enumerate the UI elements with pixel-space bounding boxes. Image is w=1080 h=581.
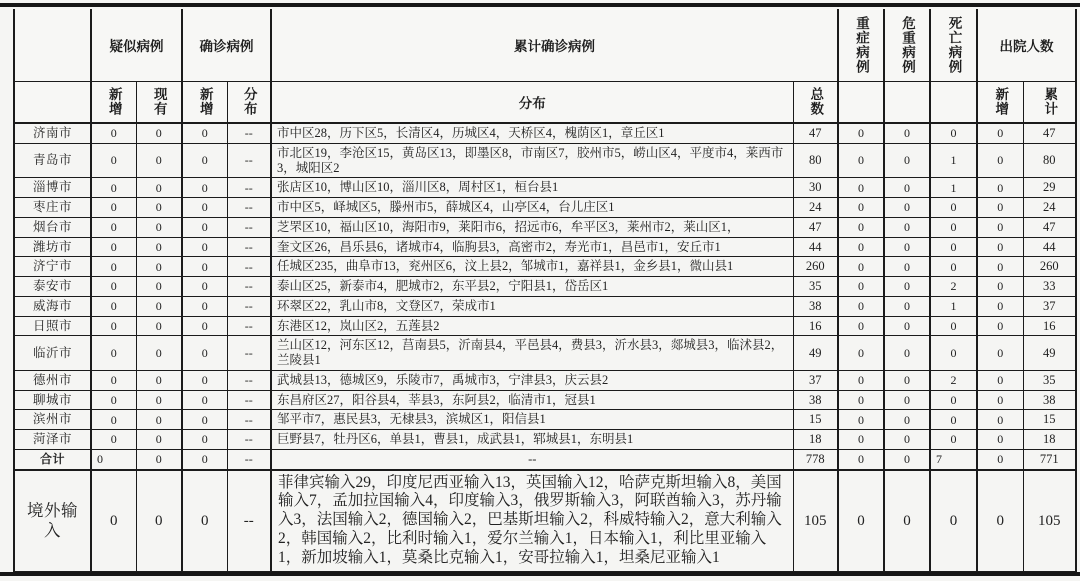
cell-confirmed_new: 0 bbox=[182, 316, 227, 336]
cell-city: 泰安市 bbox=[14, 277, 91, 297]
cell-suspected_existing: 0 bbox=[136, 178, 182, 198]
cell-critical: 0 bbox=[884, 316, 930, 336]
cell-suspected_existing: 0 bbox=[136, 237, 182, 257]
cell-severe: 0 bbox=[838, 123, 884, 143]
cell-severe: 0 bbox=[838, 470, 884, 572]
cell-discharged_cum: 105 bbox=[1023, 470, 1076, 572]
cell-severe: 0 bbox=[838, 143, 884, 178]
subheader-cumulative-distribution: 分布 bbox=[271, 81, 793, 123]
cell-city: 日照市 bbox=[14, 316, 91, 336]
cell-severe: 0 bbox=[838, 296, 884, 316]
cell-death: 7 bbox=[930, 449, 977, 469]
cell-confirmed_dist: -- bbox=[227, 449, 271, 469]
cell-confirmed_dist: -- bbox=[227, 336, 271, 371]
cell-death: 0 bbox=[930, 198, 977, 218]
header-critical-cases: 危重病例 bbox=[884, 9, 930, 81]
cell-discharged_new: 0 bbox=[977, 449, 1023, 469]
cell-cumulative_dist: 环翠区22，乳山市8，文登区7，荣成市1 bbox=[271, 296, 793, 316]
cell-discharged_cum: 24 bbox=[1023, 198, 1076, 218]
cell-discharged_new: 0 bbox=[977, 390, 1023, 410]
cell-discharged_new: 0 bbox=[977, 430, 1023, 450]
cell-suspected_new: 0 bbox=[91, 370, 136, 390]
header-severe-cases: 重症病例 bbox=[838, 9, 884, 81]
cell-cumulative_dist: 菲律宾输入29，印度尼西亚输入13，英国输入12，哈萨克斯坦输入8，美国输入7，孟加拉国输入4，印度输入3，俄罗斯输入3，阿联酋输入3，苏丹输入3，法国输入2，德国输入2，巴基斯坦输入2，科威特输入2，意大利输入2，韩国输入2，比利时输入1，爱尔兰输入1，日本输入1，利比里亚输入1，新加坡输入1，莫桑比克输入1，安哥拉输入1，坦桑尼亚输入1 bbox=[271, 470, 793, 572]
subheader-total: 总数 bbox=[793, 81, 838, 123]
cell-discharged_cum: 260 bbox=[1023, 257, 1076, 277]
cell-discharged_cum: 16 bbox=[1023, 316, 1076, 336]
cell-discharged_new: 0 bbox=[977, 336, 1023, 371]
cell-cumulative_dist: 张店区10，博山区10，淄川区8，周村区1，桓台县1 bbox=[271, 178, 793, 198]
subheader-severe-empty bbox=[838, 81, 884, 123]
cell-cumulative_dist: 市中区5，峄城区5，滕州市5，薛城区4，山亭区4，台儿庄区1 bbox=[271, 198, 793, 218]
cell-cumulative_dist: 芝罘区10，福山区10，海阳市9，莱阳市6，招远市6，牟平区3，莱州市2，莱山区1， bbox=[271, 217, 793, 237]
cell-discharged_cum: 47 bbox=[1023, 217, 1076, 237]
cell-severe: 0 bbox=[838, 316, 884, 336]
cell-confirmed_dist: -- bbox=[227, 316, 271, 336]
cell-severe: 0 bbox=[838, 217, 884, 237]
cell-discharged_new: 0 bbox=[977, 316, 1023, 336]
cell-confirmed_dist: -- bbox=[227, 123, 271, 143]
cell-suspected_new: 0 bbox=[91, 390, 136, 410]
cell-death: 1 bbox=[930, 296, 977, 316]
cell-death: 0 bbox=[930, 237, 977, 257]
table-row bbox=[14, 470, 1076, 572]
cell-critical: 0 bbox=[884, 198, 930, 218]
cell-total: 24 bbox=[793, 198, 838, 218]
top-border-bar bbox=[0, 3, 1080, 7]
cell-total: 44 bbox=[793, 237, 838, 257]
cell-suspected_new: 0 bbox=[91, 470, 136, 572]
subheader-discharged-cumulative: 累计 bbox=[1023, 81, 1076, 123]
cell-confirmed_new: 0 bbox=[182, 143, 227, 178]
cell-suspected_existing: 0 bbox=[136, 449, 182, 469]
cell-discharged_cum: 80 bbox=[1023, 143, 1076, 178]
cell-confirmed_dist: -- bbox=[227, 217, 271, 237]
cell-confirmed_new: 0 bbox=[182, 336, 227, 371]
cell-total: 80 bbox=[793, 143, 838, 178]
cell-suspected_new: 0 bbox=[91, 277, 136, 297]
cell-critical: 0 bbox=[884, 217, 930, 237]
cell-suspected_new: 0 bbox=[91, 217, 136, 237]
cell-suspected_new: 0 bbox=[91, 237, 136, 257]
cell-death: 0 bbox=[930, 257, 977, 277]
cell-death: 0 bbox=[930, 390, 977, 410]
cell-critical: 0 bbox=[884, 237, 930, 257]
corner-cell-lower bbox=[14, 81, 91, 123]
cell-discharged_new: 0 bbox=[977, 370, 1023, 390]
cell-severe: 0 bbox=[838, 178, 884, 198]
cell-suspected_new: 0 bbox=[91, 296, 136, 316]
cell-city: 潍坊市 bbox=[14, 237, 91, 257]
cell-discharged_new: 0 bbox=[977, 257, 1023, 277]
cell-suspected_existing: 0 bbox=[136, 410, 182, 430]
subheader-suspected-new: 新增 bbox=[91, 81, 136, 123]
cell-critical: 0 bbox=[884, 410, 930, 430]
cell-suspected_existing: 0 bbox=[136, 123, 182, 143]
cell-total: 35 bbox=[793, 277, 838, 297]
cell-suspected_existing: 0 bbox=[136, 470, 182, 572]
cell-critical: 0 bbox=[884, 430, 930, 450]
cell-discharged_cum: 38 bbox=[1023, 390, 1076, 410]
cell-critical: 0 bbox=[884, 336, 930, 371]
cell-severe: 0 bbox=[838, 237, 884, 257]
cell-discharged_new: 0 bbox=[977, 470, 1023, 572]
cell-city: 济南市 bbox=[14, 123, 91, 143]
cell-discharged_new: 0 bbox=[977, 217, 1023, 237]
cell-severe: 0 bbox=[838, 449, 884, 469]
cell-confirmed_dist: -- bbox=[227, 296, 271, 316]
table-body bbox=[14, 123, 1076, 572]
cell-confirmed_dist: -- bbox=[227, 277, 271, 297]
cell-confirmed_new: 0 bbox=[182, 296, 227, 316]
table-row bbox=[14, 449, 1076, 469]
cell-confirmed_dist: -- bbox=[227, 237, 271, 257]
cell-suspected_existing: 0 bbox=[136, 217, 182, 237]
cell-confirmed_dist: -- bbox=[227, 370, 271, 390]
cell-critical: 0 bbox=[884, 370, 930, 390]
header-cumulative-confirmed-cases: 累计确诊病例 bbox=[271, 9, 838, 81]
cell-discharged_cum: 29 bbox=[1023, 178, 1076, 198]
header-death-cases: 死亡病例 bbox=[930, 9, 977, 81]
cell-total: 778 bbox=[793, 449, 838, 469]
cell-discharged_new: 0 bbox=[977, 296, 1023, 316]
cell-cumulative_dist: 奎文区26，昌乐县6，诸城市4，临朐县3，高密市2，寿光市1，昌邑市1，安丘市1 bbox=[271, 237, 793, 257]
cell-death: 0 bbox=[930, 123, 977, 143]
cell-confirmed_new: 0 bbox=[182, 430, 227, 450]
cell-critical: 0 bbox=[884, 143, 930, 178]
cell-critical: 0 bbox=[884, 296, 930, 316]
cell-severe: 0 bbox=[838, 410, 884, 430]
cell-critical: 0 bbox=[884, 123, 930, 143]
cell-death: 2 bbox=[930, 277, 977, 297]
cell-severe: 0 bbox=[838, 198, 884, 218]
cell-total: 15 bbox=[793, 410, 838, 430]
cell-death: 1 bbox=[930, 178, 977, 198]
cell-discharged_new: 0 bbox=[977, 123, 1023, 143]
cell-severe: 0 bbox=[838, 370, 884, 390]
cell-severe: 0 bbox=[838, 257, 884, 277]
corner-cell bbox=[14, 9, 91, 81]
cell-cumulative_dist: 市中区28，历下区5，长清区4，历城区4，天桥区4，槐荫区1，章丘区1 bbox=[271, 123, 793, 143]
cell-confirmed_new: 0 bbox=[182, 390, 227, 410]
cell-suspected_existing: 0 bbox=[136, 370, 182, 390]
cell-critical: 0 bbox=[884, 449, 930, 469]
cell-city: 枣庄市 bbox=[14, 198, 91, 218]
cell-cumulative_dist: 巨野县7，牡丹区6，单县1，曹县1，成武县1，郓城县1，东明县1 bbox=[271, 430, 793, 450]
cell-suspected_existing: 0 bbox=[136, 257, 182, 277]
cell-confirmed_new: 0 bbox=[182, 123, 227, 143]
cell-cumulative_dist: 泰山区25，新泰市4，肥城市2，东平县2，宁阳县1，岱岳区1 bbox=[271, 277, 793, 297]
cell-death: 2 bbox=[930, 370, 977, 390]
cell-total: 105 bbox=[793, 470, 838, 572]
cell-discharged_cum: 47 bbox=[1023, 123, 1076, 143]
cell-confirmed_new: 0 bbox=[182, 410, 227, 430]
cell-discharged_new: 0 bbox=[977, 277, 1023, 297]
cell-total: 38 bbox=[793, 296, 838, 316]
cell-discharged_new: 0 bbox=[977, 237, 1023, 257]
cell-suspected_new: 0 bbox=[91, 143, 136, 178]
cell-confirmed_new: 0 bbox=[182, 449, 227, 469]
cell-total: 47 bbox=[793, 123, 838, 143]
cell-suspected_existing: 0 bbox=[136, 430, 182, 450]
cell-discharged_cum: 33 bbox=[1023, 277, 1076, 297]
cell-confirmed_dist: -- bbox=[227, 198, 271, 218]
cell-confirmed_new: 0 bbox=[182, 217, 227, 237]
table-row bbox=[14, 277, 1076, 297]
cell-suspected_existing: 0 bbox=[136, 277, 182, 297]
cell-confirmed_dist: -- bbox=[227, 470, 271, 572]
cell-discharged_cum: 771 bbox=[1023, 449, 1076, 469]
cell-confirmed_new: 0 bbox=[182, 257, 227, 277]
cell-confirmed_dist: -- bbox=[227, 390, 271, 410]
cell-confirmed_new: 0 bbox=[182, 237, 227, 257]
cell-death: 0 bbox=[930, 430, 977, 450]
header-suspected-cases: 疑似病例 bbox=[91, 9, 182, 81]
cell-discharged_new: 0 bbox=[977, 410, 1023, 430]
epidemic-statistics-table bbox=[13, 9, 1077, 572]
cell-cumulative_dist: 任城区235，曲阜市13，兖州区6，汶上县2，邹城市1，嘉祥县1，金乡县1，微山县1 bbox=[271, 257, 793, 277]
cell-critical: 0 bbox=[884, 277, 930, 297]
cell-city: 济宁市 bbox=[14, 257, 91, 277]
cell-severe: 0 bbox=[838, 430, 884, 450]
table-row bbox=[14, 143, 1076, 178]
cell-suspected_new: 0 bbox=[91, 449, 136, 469]
table-row bbox=[14, 217, 1076, 237]
cell-city: 青岛市 bbox=[14, 143, 91, 178]
cell-discharged_cum: 37 bbox=[1023, 296, 1076, 316]
cell-confirmed_new: 0 bbox=[182, 198, 227, 218]
table-row bbox=[14, 390, 1076, 410]
subheader-discharged-new: 新增 bbox=[977, 81, 1023, 123]
cell-city: 威海市 bbox=[14, 296, 91, 316]
cell-cumulative_dist: 兰山区12，河东区12，莒南县5，沂南县4，平邑县4，费县3，沂水县3，郯城县3，临沭县2，兰陵县1 bbox=[271, 336, 793, 371]
bottom-border-bar bbox=[0, 572, 1080, 576]
cell-cumulative_dist: 东昌府区27，阳谷县4，莘县3，东阿县2，临清市1，冠县1 bbox=[271, 390, 793, 410]
table-row bbox=[14, 198, 1076, 218]
cell-discharged_new: 0 bbox=[977, 198, 1023, 218]
table-header bbox=[14, 9, 1076, 123]
cell-confirmed_dist: -- bbox=[227, 257, 271, 277]
cell-city: 德州市 bbox=[14, 370, 91, 390]
cell-death: 0 bbox=[930, 410, 977, 430]
cell-city: 滨州市 bbox=[14, 410, 91, 430]
table-row bbox=[14, 370, 1076, 390]
cell-suspected_new: 0 bbox=[91, 123, 136, 143]
cell-confirmed_new: 0 bbox=[182, 277, 227, 297]
cell-critical: 0 bbox=[884, 257, 930, 277]
cell-death: 0 bbox=[930, 470, 977, 572]
cell-confirmed_dist: -- bbox=[227, 143, 271, 178]
cell-total: 16 bbox=[793, 316, 838, 336]
cell-discharged_cum: 18 bbox=[1023, 430, 1076, 450]
table-row bbox=[14, 410, 1076, 430]
cell-confirmed_new: 0 bbox=[182, 370, 227, 390]
cell-discharged_new: 0 bbox=[977, 143, 1023, 178]
cell-total: 30 bbox=[793, 178, 838, 198]
table-row bbox=[14, 336, 1076, 371]
cell-death: 0 bbox=[930, 336, 977, 371]
cell-cumulative_dist: 东港区12，岚山区2，五莲县2 bbox=[271, 316, 793, 336]
cell-suspected_new: 0 bbox=[91, 430, 136, 450]
cell-critical: 0 bbox=[884, 390, 930, 410]
cell-suspected_new: 0 bbox=[91, 316, 136, 336]
cell-suspected_new: 0 bbox=[91, 178, 136, 198]
cell-death: 1 bbox=[930, 143, 977, 178]
table-row bbox=[14, 123, 1076, 143]
cell-city: 烟台市 bbox=[14, 217, 91, 237]
subheader-death-empty bbox=[930, 81, 977, 123]
cell-discharged_new: 0 bbox=[977, 178, 1023, 198]
cell-critical: 0 bbox=[884, 178, 930, 198]
cell-confirmed_new: 0 bbox=[182, 178, 227, 198]
cell-cumulative_dist: 武城县13，德城区9，乐陵市7，禹城市3，宁津县3，庆云县2 bbox=[271, 370, 793, 390]
cell-total: 37 bbox=[793, 370, 838, 390]
subheader-suspected-existing: 现有 bbox=[136, 81, 182, 123]
table-row bbox=[14, 257, 1076, 277]
cell-death: 0 bbox=[930, 316, 977, 336]
cell-suspected_new: 0 bbox=[91, 198, 136, 218]
table-row bbox=[14, 178, 1076, 198]
cell-suspected_existing: 0 bbox=[136, 198, 182, 218]
cell-suspected_existing: 0 bbox=[136, 336, 182, 371]
cell-suspected_existing: 0 bbox=[136, 316, 182, 336]
cell-total: 49 bbox=[793, 336, 838, 371]
cell-discharged_cum: 49 bbox=[1023, 336, 1076, 371]
cell-suspected_new: 0 bbox=[91, 336, 136, 371]
cell-cumulative_dist: 邹平市7，惠民县3，无棣县3，滨城区1，阳信县1 bbox=[271, 410, 793, 430]
cell-confirmed_dist: -- bbox=[227, 410, 271, 430]
cell-severe: 0 bbox=[838, 277, 884, 297]
cell-suspected_new: 0 bbox=[91, 257, 136, 277]
cell-city: 聊城市 bbox=[14, 390, 91, 410]
table-row bbox=[14, 430, 1076, 450]
cell-death: 0 bbox=[930, 217, 977, 237]
subheader-confirmed-new: 新增 bbox=[182, 81, 227, 123]
cell-city: 境外输入 bbox=[14, 470, 91, 572]
table-row bbox=[14, 296, 1076, 316]
cell-discharged_cum: 35 bbox=[1023, 370, 1076, 390]
cell-suspected_new: 0 bbox=[91, 410, 136, 430]
header-group-row bbox=[14, 9, 1076, 81]
cell-city: 菏泽市 bbox=[14, 430, 91, 450]
cell-discharged_cum: 44 bbox=[1023, 237, 1076, 257]
cell-total: 47 bbox=[793, 217, 838, 237]
cell-total: 18 bbox=[793, 430, 838, 450]
cell-severe: 0 bbox=[838, 336, 884, 371]
header-sub-row bbox=[14, 81, 1076, 123]
subheader-confirmed-distribution: 分布 bbox=[227, 81, 271, 123]
cell-total: 38 bbox=[793, 390, 838, 410]
header-confirmed-cases: 确诊病例 bbox=[182, 9, 271, 81]
cell-cumulative_dist: -- bbox=[271, 449, 793, 469]
cell-critical: 0 bbox=[884, 470, 930, 572]
cell-suspected_existing: 0 bbox=[136, 390, 182, 410]
subheader-critical-empty bbox=[884, 81, 930, 123]
cell-discharged_cum: 15 bbox=[1023, 410, 1076, 430]
cell-city: 淄博市 bbox=[14, 178, 91, 198]
cell-severe: 0 bbox=[838, 390, 884, 410]
cell-confirmed_dist: -- bbox=[227, 178, 271, 198]
cell-confirmed_dist: -- bbox=[227, 430, 271, 450]
cell-suspected_existing: 0 bbox=[136, 296, 182, 316]
cell-city: 合计 bbox=[14, 449, 91, 469]
cell-suspected_existing: 0 bbox=[136, 143, 182, 178]
cell-cumulative_dist: 市北区19，李沧区15，黄岛区13，即墨区8，市南区7，胶州市5，崂山区4，平度市4，莱西市3，城阳区2 bbox=[271, 143, 793, 178]
header-discharged-count: 出院人数 bbox=[977, 9, 1076, 81]
table-row bbox=[14, 316, 1076, 336]
table-row bbox=[14, 237, 1076, 257]
cell-city: 临沂市 bbox=[14, 336, 91, 371]
cell-total: 260 bbox=[793, 257, 838, 277]
cell-confirmed_new: 0 bbox=[182, 470, 227, 572]
